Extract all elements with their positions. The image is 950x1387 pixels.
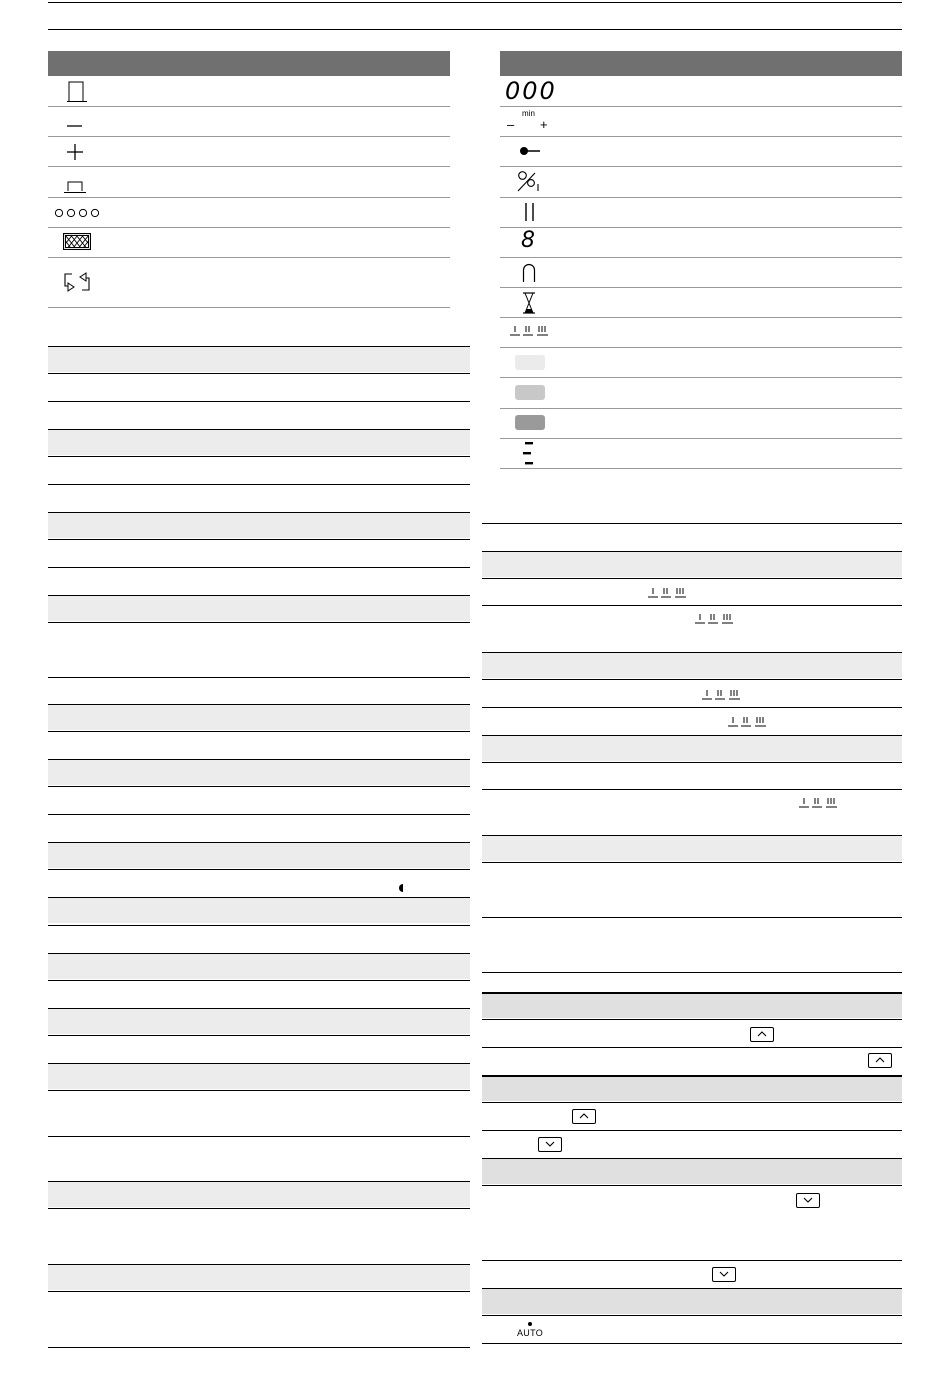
- heat-levels-icon: [695, 612, 735, 626]
- right-row-rule: [482, 1343, 902, 1344]
- heat-levels-icon: [728, 715, 768, 729]
- right-row-rule: [482, 1075, 902, 1077]
- left-row-rule: [48, 897, 470, 898]
- key-lock-icon: [519, 144, 541, 158]
- right-table-header: [500, 51, 902, 76]
- left-section-band: [48, 898, 470, 923]
- heat-levels-icon: [799, 796, 839, 810]
- left-row-rule: [48, 1136, 470, 1137]
- left-row-rule: [48, 622, 470, 623]
- key-up-icon: [572, 1109, 596, 1124]
- left-row-rule: [48, 401, 470, 402]
- left-row-rule: [48, 1264, 470, 1265]
- left-row-rule: [48, 1291, 470, 1292]
- min-minus-plus-icon: [507, 108, 557, 134]
- key-down-icon: [796, 1193, 820, 1208]
- left-row-rule: [48, 1347, 470, 1348]
- right-row-rule: [482, 605, 902, 606]
- left-row-rule: [48, 1181, 470, 1182]
- right-row-rule: [482, 523, 902, 524]
- right-row-rule: [482, 1130, 902, 1131]
- left-row-rule: [48, 814, 470, 815]
- cooking-zone-icon: [64, 178, 86, 194]
- key-down-icon: [712, 1267, 736, 1282]
- right-row-divider: [500, 468, 902, 469]
- hourglass-icon: [523, 292, 535, 314]
- left-row-divider: [48, 166, 450, 167]
- left-row-rule: [48, 731, 470, 732]
- left-row-divider: [48, 227, 450, 228]
- right-row-rule: [482, 917, 902, 918]
- right-row-rule: [482, 1158, 902, 1159]
- left-section-band: [48, 1182, 470, 1207]
- left-row-rule: [48, 373, 470, 374]
- right-row-rule: [482, 862, 902, 863]
- left-row-divider: [48, 197, 450, 198]
- left-section-band: [48, 513, 470, 538]
- left-row-divider: [48, 307, 450, 308]
- left-section-band: [48, 430, 470, 455]
- right-row-divider: [500, 377, 902, 378]
- light-swatch-icon: [515, 355, 545, 370]
- right-section-band: [482, 1289, 902, 1314]
- left-row-rule: [48, 429, 470, 430]
- right-row-divider: [500, 257, 902, 258]
- right-row-rule: [482, 679, 902, 680]
- left-table-header: [48, 51, 450, 76]
- right-row-divider: [500, 197, 902, 198]
- right-row-rule: [482, 735, 902, 736]
- auto-label: AUTO: [517, 1328, 544, 1338]
- auto-dot: [528, 1322, 532, 1326]
- left-row-rule: [48, 786, 470, 787]
- left-row-rule: [48, 953, 470, 954]
- top-rule-1: [48, 2, 902, 3]
- left-row-divider: [48, 136, 450, 137]
- left-section-band: [48, 954, 470, 979]
- left-row-rule: [48, 1090, 470, 1091]
- left-row-divider: [48, 106, 450, 107]
- left-row-rule: [48, 346, 470, 347]
- right-row-divider: [500, 408, 902, 409]
- right-section-band: [482, 993, 902, 1018]
- left-row-rule: [48, 1035, 470, 1036]
- display-000-icon: 000: [505, 77, 557, 105]
- left-row-rule: [48, 842, 470, 843]
- left-section-band: [48, 347, 470, 372]
- heat-levels-icon: [648, 586, 688, 600]
- left-row-rule: [48, 1008, 470, 1009]
- right-row-rule: [482, 789, 902, 790]
- right-row-divider: [500, 136, 902, 137]
- right-row-rule: [482, 578, 902, 579]
- right-row-divider: [500, 438, 902, 439]
- left-row-rule: [48, 1063, 470, 1064]
- plus-sign: +: [540, 117, 548, 132]
- medium-swatch-icon: [515, 385, 545, 400]
- right-row-rule: [482, 1185, 902, 1186]
- four-circles-icon: [54, 206, 102, 218]
- left-row-rule: [48, 539, 470, 540]
- right-row-divider: [500, 166, 902, 167]
- left-row-rule: [48, 595, 470, 596]
- heat-levels-icon: [510, 324, 550, 338]
- right-row-rule: [482, 992, 902, 994]
- left-row-rule: [48, 1208, 470, 1209]
- left-section-band: [48, 1064, 470, 1089]
- min-label: min: [522, 109, 535, 118]
- left-row-rule: [48, 484, 470, 485]
- left-row-rule: [48, 512, 470, 513]
- minus-sign: –: [507, 117, 515, 132]
- heat-levels-icon: [702, 688, 742, 702]
- dark-swatch-icon: [515, 415, 545, 430]
- right-row-rule: [482, 1102, 902, 1103]
- oven-door-icon: [67, 80, 87, 103]
- minus-icon: [67, 116, 83, 126]
- right-row-rule: [482, 1047, 902, 1048]
- right-row-divider: [500, 317, 902, 318]
- bars-indicator-icon: [522, 442, 536, 466]
- right-section-band: [482, 736, 902, 761]
- right-row-rule: [482, 762, 902, 763]
- right-row-rule: [482, 1315, 902, 1316]
- auto-icon: [516, 1320, 548, 1340]
- right-section-band: [482, 836, 902, 861]
- left-row-rule: [48, 925, 470, 926]
- plus-icon: [67, 143, 83, 161]
- digit-8-icon: 8: [521, 228, 535, 253]
- key-up-icon: [750, 1027, 774, 1042]
- cycle-arrows-icon: [63, 271, 91, 293]
- right-row-divider: [500, 106, 902, 107]
- left-row-rule: [48, 567, 470, 568]
- right-row-divider: [500, 287, 902, 288]
- key-down-icon: [538, 1137, 562, 1152]
- left-section-band: [48, 760, 470, 785]
- right-section-band: [482, 552, 902, 577]
- left-row-rule: [48, 456, 470, 457]
- right-row-rule: [482, 652, 902, 653]
- top-rule-2: [48, 29, 902, 30]
- pause-icon: [524, 202, 536, 222]
- left-row-rule: [48, 980, 470, 981]
- key-up-icon: [868, 1053, 892, 1068]
- right-row-divider: [500, 227, 902, 228]
- right-section-band: [482, 1159, 902, 1184]
- right-row-rule: [482, 835, 902, 836]
- right-row-rule: [482, 972, 902, 973]
- on-off-icon: [517, 170, 541, 194]
- arch-icon: [522, 263, 536, 282]
- left-section-band: [48, 596, 470, 621]
- left-row-rule: [48, 677, 470, 678]
- grill-mesh-icon: [63, 233, 91, 250]
- right-row-rule: [482, 1260, 902, 1261]
- right-row-rule: [482, 707, 902, 708]
- left-row-rule: [48, 869, 470, 870]
- right-row-rule: [482, 551, 902, 552]
- right-section-band: [482, 1076, 902, 1101]
- right-section-band: [482, 653, 902, 678]
- left-section-band: [48, 1265, 470, 1290]
- right-row-divider: [500, 347, 902, 348]
- left-section-band: [48, 705, 470, 730]
- right-row-rule: [482, 1019, 902, 1020]
- left-row-divider: [48, 257, 450, 258]
- left-row-rule: [48, 759, 470, 760]
- left-row-rule: [48, 704, 470, 705]
- right-row-rule: [482, 1288, 902, 1289]
- left-section-band: [48, 1009, 470, 1034]
- left-section-band: [48, 843, 470, 868]
- half-circle-icon: [398, 879, 404, 887]
